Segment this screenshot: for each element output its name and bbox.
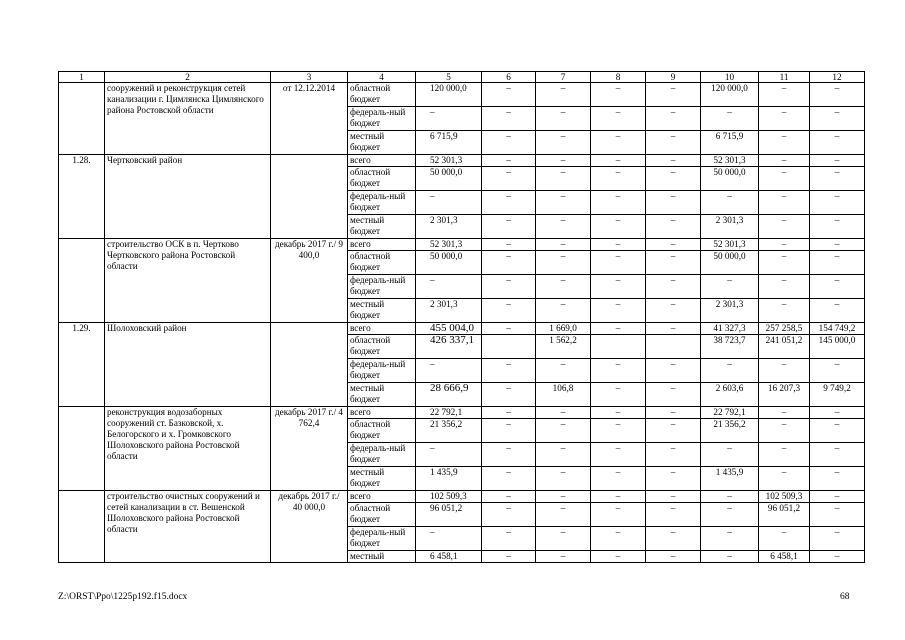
value-cell: – <box>810 167 865 191</box>
value-cell: – <box>646 299 701 323</box>
value-cell: – <box>591 299 646 323</box>
value-cell: – <box>701 191 759 215</box>
value-cell: 52 301,3 <box>701 155 759 167</box>
value-cell: – <box>646 491 701 503</box>
value-cell: 50 000,0 <box>416 167 482 191</box>
value-cell: 96 051,2 <box>759 503 810 527</box>
value-cell: – <box>591 167 646 191</box>
value-cell: 1 562,2 <box>536 335 591 359</box>
value-cell: 257 258,5 <box>759 323 810 335</box>
funding-source: всего <box>348 155 416 167</box>
item-name: Чертковский район <box>105 155 271 239</box>
value-cell: 1 669,0 <box>536 323 591 335</box>
value-cell: – <box>810 419 865 443</box>
column-header: 5 <box>416 72 482 83</box>
header-row <box>59 72 865 83</box>
value-cell: – <box>810 503 865 527</box>
funding-source: областной бюджет <box>348 503 416 527</box>
value-cell: – <box>810 527 865 551</box>
value-cell: – <box>701 275 759 299</box>
value-cell: – <box>536 491 591 503</box>
value-cell: 145 000,0 <box>810 335 865 359</box>
value-cell: – <box>646 503 701 527</box>
item-name: строительство очистных сооружений и сетей канализации в ст. Вешенской Шолоховского района Ростовской области <box>105 491 271 563</box>
value-cell: – <box>536 275 591 299</box>
value-cell: 426 337,1 <box>416 335 482 359</box>
value-cell: 52 301,3 <box>416 239 482 251</box>
value-cell: – <box>646 107 701 131</box>
value-cell: – <box>591 551 646 563</box>
value-cell: – <box>591 467 646 491</box>
value-cell: – <box>810 215 865 239</box>
value-cell: – <box>759 407 810 419</box>
value-cell: – <box>536 359 591 383</box>
value-cell: – <box>701 551 759 563</box>
item-number <box>59 239 105 323</box>
value-cell: – <box>482 323 536 335</box>
table-row <box>59 155 865 167</box>
value-cell: – <box>482 527 536 551</box>
value-cell: 2 301,3 <box>416 299 482 323</box>
value-cell: – <box>810 359 865 383</box>
value-cell: 102 509,3 <box>759 491 810 503</box>
value-cell: 52 301,3 <box>416 155 482 167</box>
value-cell: – <box>591 419 646 443</box>
page-number: 68 <box>840 592 850 602</box>
value-cell <box>646 335 701 359</box>
value-cell: – <box>646 239 701 251</box>
value-cell: – <box>646 251 701 275</box>
value-cell: – <box>536 167 591 191</box>
funding-source: всего <box>348 491 416 503</box>
value-cell: – <box>482 503 536 527</box>
value-cell: – <box>759 467 810 491</box>
value-cell: – <box>759 419 810 443</box>
value-cell: – <box>810 551 865 563</box>
item-name: сооружений и реконструкция сетей канализации г. Цимлянска Цимлянского района Ростовской области <box>105 83 271 155</box>
value-cell: – <box>536 251 591 275</box>
value-cell: – <box>591 503 646 527</box>
value-cell: – <box>482 551 536 563</box>
item-deadline: декабрь 2017 г./ 9 400,0 <box>271 239 348 323</box>
value-cell: – <box>701 527 759 551</box>
value-cell: – <box>416 275 482 299</box>
value-cell: – <box>591 83 646 107</box>
value-cell: – <box>646 167 701 191</box>
funding-source: местный бюджет <box>348 299 416 323</box>
value-cell: – <box>591 323 646 335</box>
value-cell: 21 356,2 <box>701 419 759 443</box>
funding-source: местный бюджет <box>348 131 416 155</box>
value-cell: 6 715,9 <box>701 131 759 155</box>
item-deadline: от 12.12.2014 <box>271 83 348 155</box>
value-cell: 106,8 <box>536 383 591 407</box>
value-cell: – <box>482 215 536 239</box>
value-cell: – <box>591 491 646 503</box>
value-cell: – <box>646 551 701 563</box>
value-cell: – <box>482 275 536 299</box>
table-row <box>59 491 865 503</box>
item-number <box>59 491 105 563</box>
value-cell: 9 749,2 <box>810 383 865 407</box>
value-cell: – <box>482 239 536 251</box>
value-cell: – <box>759 83 810 107</box>
value-cell: 1 435,9 <box>416 467 482 491</box>
value-cell: – <box>701 107 759 131</box>
value-cell: – <box>482 83 536 107</box>
funding-source: федераль-ный бюджет <box>348 359 416 383</box>
value-cell: 6 458,1 <box>416 551 482 563</box>
item-number: 1.29. <box>59 323 105 407</box>
item-deadline: декабрь 2017 г./ 4 762,4 <box>271 407 348 491</box>
value-cell: – <box>810 191 865 215</box>
value-cell: – <box>482 383 536 407</box>
value-cell: – <box>591 215 646 239</box>
value-cell: – <box>482 419 536 443</box>
value-cell: – <box>701 491 759 503</box>
value-cell: – <box>591 131 646 155</box>
item-deadline: декабрь 2017 г./ 40 000,0 <box>271 491 348 563</box>
value-cell: – <box>646 443 701 467</box>
value-cell: 28 666,9 <box>416 383 482 407</box>
value-cell: – <box>536 407 591 419</box>
value-cell: 50 000,0 <box>416 251 482 275</box>
value-cell: – <box>482 443 536 467</box>
value-cell: – <box>591 407 646 419</box>
value-cell <box>482 335 536 359</box>
funding-source: областной бюджет <box>348 167 416 191</box>
funding-source: местный бюджет <box>348 215 416 239</box>
value-cell: – <box>416 191 482 215</box>
funding-source: местный бюджет <box>348 383 416 407</box>
funding-source: федераль-ный бюджет <box>348 527 416 551</box>
table-row <box>59 323 865 335</box>
value-cell: – <box>536 551 591 563</box>
value-cell: – <box>810 407 865 419</box>
value-cell: – <box>646 383 701 407</box>
funding-source: всего <box>348 239 416 251</box>
value-cell: 241 051,2 <box>759 335 810 359</box>
value-cell: – <box>759 155 810 167</box>
funding-source: областной бюджет <box>348 251 416 275</box>
value-cell: – <box>591 443 646 467</box>
table-row <box>59 239 865 251</box>
value-cell: – <box>810 467 865 491</box>
funding-source: федераль-ный бюджет <box>348 191 416 215</box>
value-cell: 120 000,0 <box>701 83 759 107</box>
value-cell: 50 000,0 <box>701 167 759 191</box>
value-cell: – <box>416 527 482 551</box>
value-cell: – <box>810 239 865 251</box>
value-cell: – <box>482 299 536 323</box>
item-number <box>59 83 105 155</box>
column-header: 6 <box>482 72 536 83</box>
value-cell: – <box>646 191 701 215</box>
item-number: 1.28. <box>59 155 105 239</box>
value-cell: 6 715,9 <box>416 131 482 155</box>
value-cell: – <box>536 503 591 527</box>
funding-source: областной бюджет <box>348 419 416 443</box>
value-cell: – <box>759 251 810 275</box>
item-name: строительство ОСК в п. Чертково Чертковского района Ростовской области <box>105 239 271 323</box>
value-cell: – <box>810 251 865 275</box>
value-cell: 96 051,2 <box>416 503 482 527</box>
value-cell: – <box>416 443 482 467</box>
value-cell: – <box>701 443 759 467</box>
value-cell: – <box>416 359 482 383</box>
value-cell: – <box>759 191 810 215</box>
value-cell: – <box>646 83 701 107</box>
value-cell: – <box>482 107 536 131</box>
value-cell: – <box>646 155 701 167</box>
value-cell: 50 000,0 <box>701 251 759 275</box>
value-cell: – <box>536 527 591 551</box>
value-cell: – <box>759 167 810 191</box>
funding-source: областной бюджет <box>348 83 416 107</box>
column-header: 8 <box>591 72 646 83</box>
value-cell: – <box>646 215 701 239</box>
value-cell: – <box>536 83 591 107</box>
value-cell: – <box>759 215 810 239</box>
value-cell: – <box>646 359 701 383</box>
value-cell: – <box>536 419 591 443</box>
column-header: 11 <box>759 72 810 83</box>
value-cell: – <box>591 527 646 551</box>
value-cell: – <box>810 155 865 167</box>
value-cell: – <box>701 359 759 383</box>
value-cell: – <box>810 443 865 467</box>
funding-source: федераль-ный бюджет <box>348 443 416 467</box>
value-cell: – <box>482 167 536 191</box>
funding-source: федераль-ный бюджет <box>348 107 416 131</box>
value-cell: – <box>591 107 646 131</box>
value-cell: 2 301,3 <box>701 299 759 323</box>
value-cell: 455 004,0 <box>416 323 482 335</box>
value-cell: – <box>646 131 701 155</box>
value-cell: 22 792,1 <box>701 407 759 419</box>
value-cell: 102 509,3 <box>416 491 482 503</box>
value-cell: – <box>482 467 536 491</box>
value-cell: – <box>591 275 646 299</box>
value-cell: – <box>536 131 591 155</box>
column-header: 2 <box>105 72 271 83</box>
value-cell: – <box>759 299 810 323</box>
funding-source: местный бюджет <box>348 467 416 491</box>
value-cell: – <box>646 467 701 491</box>
value-cell: – <box>482 251 536 275</box>
file-path: Z:\ORST\Ppo\1225p192.f15.docx <box>58 592 188 602</box>
value-cell: 2 301,3 <box>701 215 759 239</box>
item-name: Шолоховский район <box>105 323 271 407</box>
value-cell: – <box>536 155 591 167</box>
value-cell: – <box>759 107 810 131</box>
value-cell: – <box>482 491 536 503</box>
value-cell: – <box>536 239 591 251</box>
value-cell: 41 327,3 <box>701 323 759 335</box>
column-header: 1 <box>59 72 105 83</box>
value-cell: – <box>591 191 646 215</box>
value-cell: – <box>759 239 810 251</box>
value-cell: 6 458,1 <box>759 551 810 563</box>
value-cell: – <box>759 443 810 467</box>
value-cell: – <box>536 299 591 323</box>
item-number <box>59 407 105 491</box>
column-header: 12 <box>810 72 865 83</box>
value-cell <box>591 335 646 359</box>
value-cell: – <box>536 467 591 491</box>
value-cell: – <box>482 131 536 155</box>
value-cell: – <box>591 239 646 251</box>
value-cell: – <box>482 407 536 419</box>
value-cell: – <box>482 359 536 383</box>
value-cell: – <box>591 251 646 275</box>
value-cell: – <box>536 191 591 215</box>
funding-source: федераль-ный бюджет <box>348 275 416 299</box>
column-header: 7 <box>536 72 591 83</box>
value-cell: – <box>810 131 865 155</box>
value-cell: – <box>536 443 591 467</box>
value-cell: – <box>646 527 701 551</box>
value-cell: 2 301,3 <box>416 215 482 239</box>
value-cell: – <box>810 299 865 323</box>
value-cell: – <box>536 215 591 239</box>
value-cell: – <box>646 323 701 335</box>
value-cell: 154 749,2 <box>810 323 865 335</box>
value-cell: 120 000,0 <box>416 83 482 107</box>
value-cell: – <box>482 155 536 167</box>
value-cell: – <box>646 275 701 299</box>
item-name: реконструкция водозаборных сооружений ст. Базковской, х. Белогорского и х. Громковского Шолоховского района Ростовской области <box>105 407 271 491</box>
value-cell: – <box>416 107 482 131</box>
funding-source: местный <box>348 551 416 563</box>
value-cell: – <box>759 131 810 155</box>
value-cell: – <box>810 83 865 107</box>
item-deadline <box>271 323 348 407</box>
table-row <box>59 83 865 107</box>
value-cell: – <box>591 155 646 167</box>
value-cell: – <box>759 359 810 383</box>
value-cell: – <box>759 527 810 551</box>
value-cell: – <box>759 275 810 299</box>
table-row <box>59 407 865 419</box>
value-cell: – <box>646 419 701 443</box>
value-cell: 52 301,3 <box>701 239 759 251</box>
value-cell: 38 723,7 <box>701 335 759 359</box>
value-cell: – <box>810 275 865 299</box>
column-header: 3 <box>271 72 348 83</box>
budget-table <box>58 71 865 563</box>
value-cell: – <box>810 491 865 503</box>
value-cell: – <box>536 107 591 131</box>
value-cell: – <box>591 383 646 407</box>
value-cell: 21 356,2 <box>416 419 482 443</box>
funding-source: областной бюджет <box>348 335 416 359</box>
value-cell: – <box>591 359 646 383</box>
column-header: 9 <box>646 72 701 83</box>
column-header: 10 <box>701 72 759 83</box>
value-cell: 1 435,9 <box>701 467 759 491</box>
value-cell: – <box>646 407 701 419</box>
value-cell: 2 603,6 <box>701 383 759 407</box>
value-cell: – <box>810 107 865 131</box>
item-deadline <box>271 155 348 239</box>
column-header: 4 <box>348 72 416 83</box>
value-cell: – <box>701 503 759 527</box>
funding-source: всего <box>348 407 416 419</box>
value-cell: – <box>482 191 536 215</box>
value-cell: 16 207,3 <box>759 383 810 407</box>
funding-source: всего <box>348 323 416 335</box>
value-cell: 22 792,1 <box>416 407 482 419</box>
